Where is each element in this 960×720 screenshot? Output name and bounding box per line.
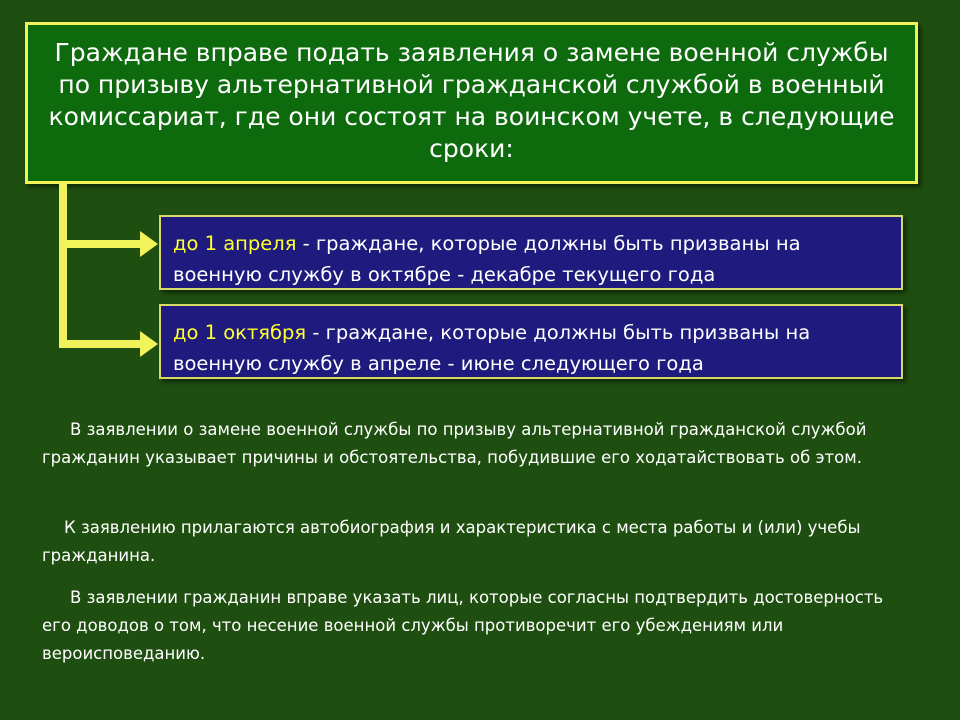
term-date-april: до 1 апреля	[173, 232, 297, 255]
slide-title: Граждане вправе подать заявления о замене военной службы по призыву альтернативной гражданской службой в военный комиссариат, где они состоят на воинском учете, в следующие сроки:	[48, 38, 895, 163]
arrow-shaft-first	[59, 240, 143, 248]
arrow-head-first	[140, 231, 158, 257]
term-text-april: - граждане, которые должны быть призваны на военную службу в октябре - декабре текущего года	[173, 232, 801, 286]
paragraph-attachments: К заявлению прилагаются автобиография и характеристика с места работы и (или) учебы гражданина.	[42, 518, 861, 565]
connector-vertical-line	[59, 184, 67, 348]
term-date-october: до 1 октября	[173, 321, 307, 344]
term-box-april	[159, 215, 903, 290]
term-box-october	[159, 304, 903, 379]
arrow-head-second	[140, 331, 158, 357]
paragraph-witnesses: В заявлении гражданин вправе указать лиц, которые согласны подтвердить достоверность его доводов о том, что несение военной службы противоречит его убеждениям или вероисповеданию.	[42, 588, 884, 663]
paragraph-application-reasons: В заявлении о замене военной службы по призыву альтернативной гражданской службой гражданин указывает причины и обстоятельства, побудившие его ходатайствовать об этом.	[42, 420, 867, 467]
arrow-shaft-second	[59, 340, 143, 348]
term-text-october: - граждане, которые должны быть призваны на военную службу в апреле - июне следующего года	[173, 321, 811, 375]
